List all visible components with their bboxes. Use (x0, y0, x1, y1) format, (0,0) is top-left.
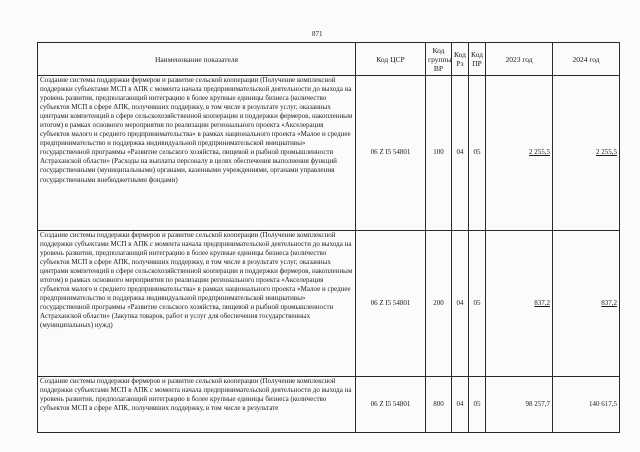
row-name: Создание системы поддержки фермеров и развитие сельской кооперации (Получение комплексной поддержки субъектами МСП в АПК с момента начала предпринимательской деятельности до выхода на уровень развития, предполагающий интеграцию в более крупные единицы бизнеса (количество субъектов МСП в сфере АПК, получивших поддержку, в том числе в результате услуг, оказанных центрами компетенций в сфере сельскохозяйственной кооперации и поддержки фермеров, накопленным итогом) в рамках основного мероприятия по реализации регионального проекта «Акселерация субъектов малого и среднего предпринимательства» в рамках национального проекта «Малое и среднее предпринимательство и поддержка индивидуальной предпринимательской инициативы» государственной программы «Развитие сельского хозяйства, пищевой и рыбной промышленности Астраханской области» (Закупка товаров, работ и услуг для обеспечения государственных (муниципальных) нужд) (38, 231, 356, 377)
row-pr: 05 (469, 76, 486, 231)
header-2023: 2023 год (486, 43, 553, 76)
row-csr: 06 Z I5 54801 (356, 231, 426, 377)
table-row (38, 231, 620, 377)
row-pr: 05 (469, 377, 486, 433)
header-2024: 2024 год (553, 43, 620, 76)
row-csr: 06 Z I5 54801 (356, 76, 426, 231)
row-2023: 2 255,5 (486, 76, 553, 231)
row-rz: 04 (452, 231, 469, 377)
table-row (38, 377, 620, 433)
row-2023: 837,2 (486, 231, 553, 377)
row-name: Создание системы поддержки фермеров и развитие сельской кооперации (Получение комплексной поддержки субъектами МСП в АПК с момента начала предпринимательской деятельности до выхода на уровень развития, предполагающий интеграцию в более крупные единицы бизнеса (количество субъектов МСП в сфере АПК, получивших поддержку, в том числе в результате (38, 377, 356, 433)
row-2023: 98 257,7 (486, 377, 553, 433)
budget-table (37, 42, 620, 433)
header-name: Наименование показателя (38, 43, 356, 76)
row-vr: 100 (426, 76, 452, 231)
row-vr: 800 (426, 377, 452, 433)
row-2024: 2 255,5 (553, 76, 620, 231)
header-vr: Код группы ВР (426, 43, 452, 76)
page-number: 871 (312, 30, 323, 38)
row-vr: 200 (426, 231, 452, 377)
row-rz: 04 (452, 377, 469, 433)
row-2024: 140 617,5 (553, 377, 620, 433)
row-2024: 837,2 (553, 231, 620, 377)
table-row (38, 76, 620, 231)
header-csr: Код ЦСР (356, 43, 426, 76)
row-rz: 04 (452, 76, 469, 231)
header-rz: Код Рз (452, 43, 469, 76)
row-pr: 05 (469, 231, 486, 377)
header-row (38, 43, 620, 76)
header-pr: Код ПР (469, 43, 486, 76)
row-csr: 06 Z I5 54801 (356, 377, 426, 433)
row-name: Создание системы поддержки фермеров и развитие сельской кооперации (Получение комплексной поддержки субъектами МСП в АПК с момента начала предпринимательской деятельности до выхода на уровень развития, предполагающий интеграцию в более крупные единицы бизнеса (количество субъектов МСП в сфере АПК, получивших поддержку, в том числе в результате услуг, оказанных центрами компетенций в сфере сельскохозяйственной кооперации и поддержки фермеров, накопленным итогом) в рамках основного мероприятия по реализации регионального проекта «Акселерация субъектов малого и среднего предпринимательства» в рамках национального проекта «Малое и среднее предпринимательство и поддержка индивидуальной предпринимательской инициативы» государственной программы «Развитие сельского хозяйства, пищевой и рыбной промышленности Астраханской области» (Расходы на выплаты персоналу в целях обеспечения выполнения функций государственными (муниципальными) органами, казенными учреждениями, органами управления государственными внебюджетными фондами) (38, 76, 356, 231)
